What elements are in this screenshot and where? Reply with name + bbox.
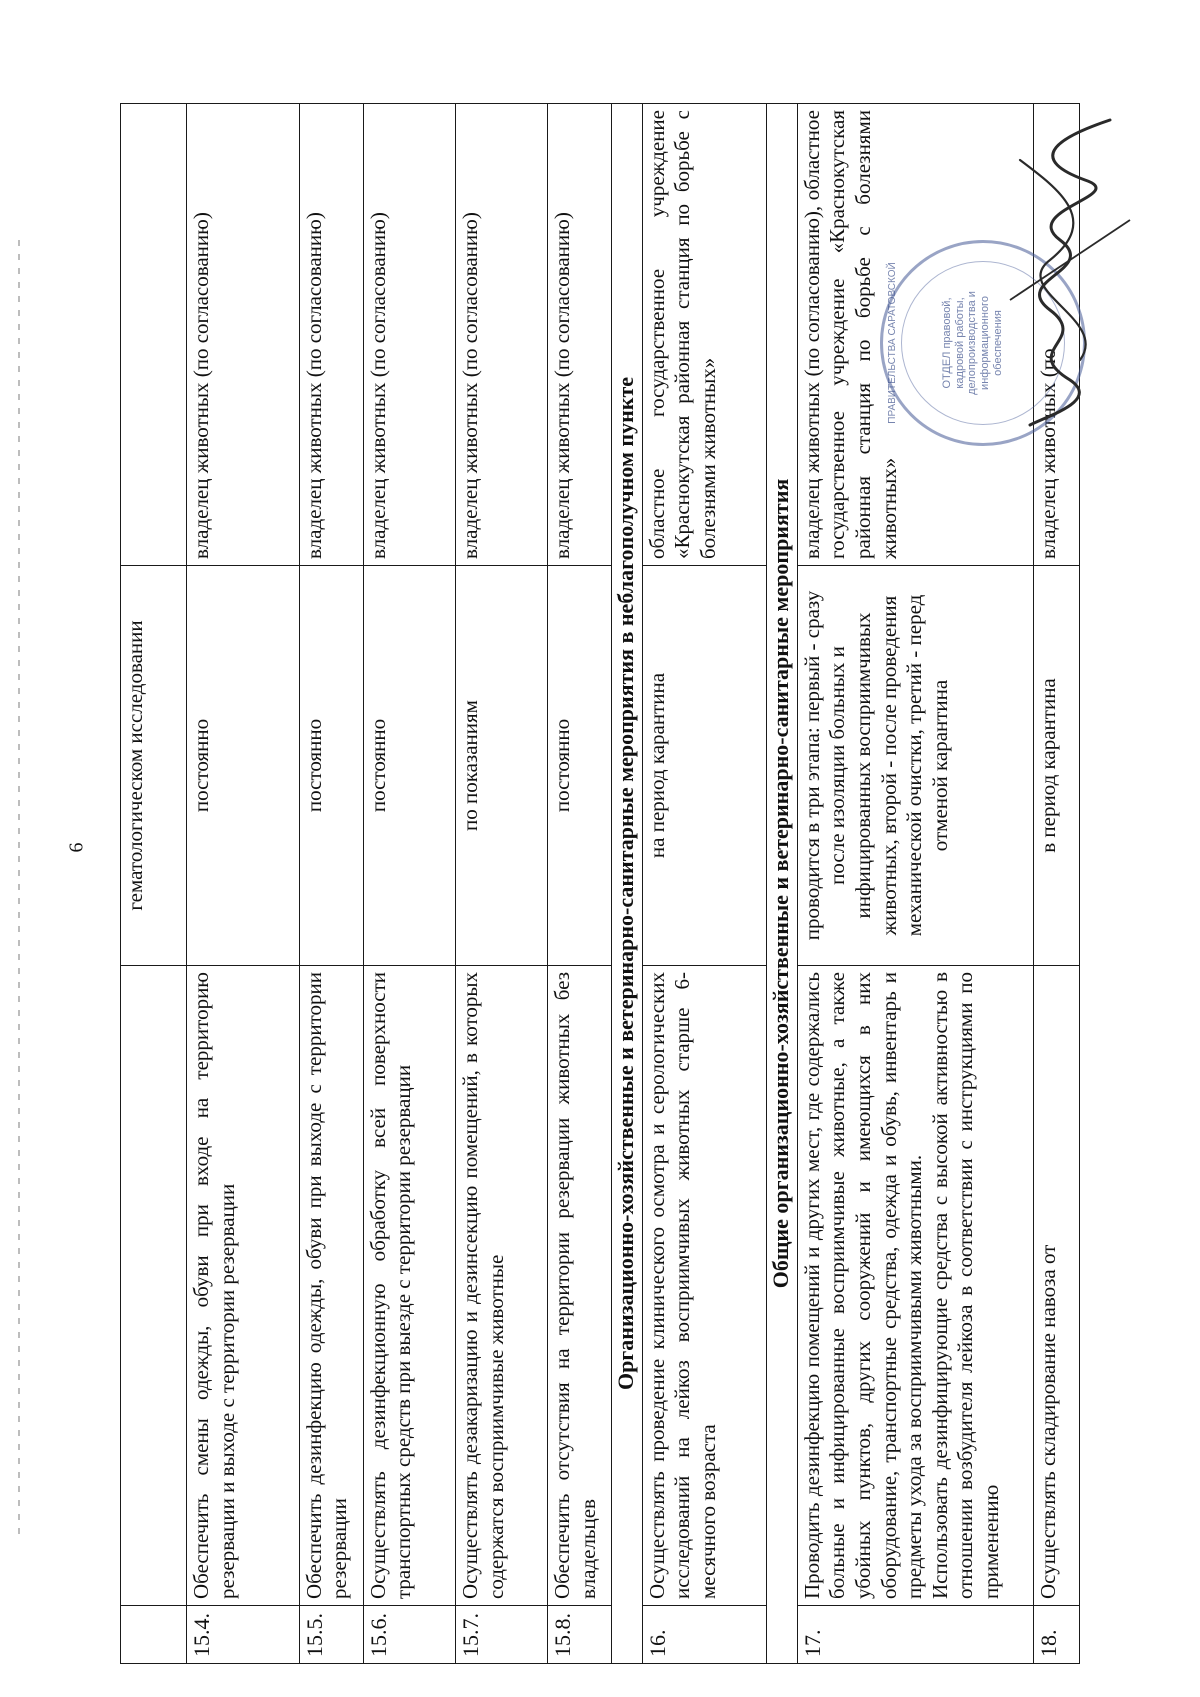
cell-term: на период карантина	[642, 566, 767, 966]
cell-term: по показаниям	[455, 566, 547, 966]
cell-term: в период карантина	[1034, 566, 1080, 966]
cell-measure: Обеспечить смены одежды, обуви при входе на территорию резервации и выходе с территории резервации	[186, 966, 299, 1606]
cell-num: 16.	[642, 1606, 767, 1664]
cell-num: 15.8.	[548, 1606, 612, 1664]
cell-measure: Осуществлять проведение клинического осмотра и серологических исследований на лейкоз восприимчивых животных старше 6-месячного возраста	[642, 966, 767, 1606]
cell-measure: Обеспечить дезинфекцию одежды, обуви при выходе с территории резервации	[299, 966, 363, 1606]
handwritten-signature	[990, 100, 1140, 430]
cell-measure: Осуществлять дезинфекционную обработку всей поверхности транспортных средств при выезде с территории резервации	[363, 966, 455, 1606]
cell-num: 15.4.	[186, 1606, 299, 1664]
cell-responsible	[121, 104, 187, 566]
cell-num	[121, 1606, 187, 1664]
measure-paragraph: Проводить дезинфекцию помещений и других мест, где содержались больные и инфицированные восприимчивые животные, а также убойных пунктов, других сооружений и имеющихся в них оборудование, транспортные средства, одежда и обувь, инвентарь и предметы ухода за восприимчивыми животными.	[799, 972, 927, 1599]
cell-num: 17.	[797, 1606, 1034, 1664]
measure-paragraph: Использовать дезинфицирующие средства с высокой активностью в отношении возбудителя лейкоза в соответствии с инструкциями по применению	[927, 972, 1003, 1599]
cell-responsible: владелец животных (по согласованию)	[363, 104, 455, 566]
cell-term: гематологическом исследовании	[121, 566, 187, 966]
table-row	[642, 104, 767, 1664]
table-row	[186, 104, 299, 1664]
section-heading: Организационно-хозяйственные и ветеринарно-санитарные мероприятия в неблагополучном пункте	[612, 104, 642, 1664]
cell-responsible: владелец животных (по согласованию)	[186, 104, 299, 566]
cell-term: постоянно	[548, 566, 612, 966]
cell-responsible: владелец животных (по согласованию)	[548, 104, 612, 566]
table-row-continuation	[121, 104, 187, 1664]
section-row	[612, 104, 642, 1664]
cell-measure: Обеспечить отсутствия на территории резервации животных без владельцев	[548, 966, 612, 1606]
cell-term: постоянно	[186, 566, 299, 966]
cell-measure: Осуществлять дезакаризацию и дезинсекцию помещений, в которых содержатся восприимчивые животные	[455, 966, 547, 1606]
cell-num: 18.	[1034, 1606, 1080, 1664]
cell-measure: Осуществлять складирование навоза от	[1034, 966, 1080, 1606]
stamp-text: ОТДЕЛ правовой, кадровой работы, делопроизводства и информационного обеспечения	[941, 291, 1004, 395]
cell-measure	[121, 966, 187, 1606]
cell-num: 15.6.	[363, 1606, 455, 1664]
cell-measure	[797, 966, 1034, 1606]
cell-num: 15.7.	[455, 1606, 547, 1664]
section-heading: Общие организационно-хозяйственные и ветеринарно-санитарные мероприятия	[767, 104, 797, 1664]
cell-term: проводится в три этапа: первый - сразу после изоляции больных и инфицированных восприимчивых животных, второй - после проведения механической очистки, третий - перед отменой карантина	[797, 566, 1034, 966]
table-row	[363, 104, 455, 1664]
cell-responsible: владелец животных (по согласованию), областное государственное учреждение «Краснокутская районная станция по борьбе с болезнями животных»	[797, 104, 1034, 566]
cell-responsible: областное государственное учреждение «Краснокутская районная станция по борьбе с болезнями животных»	[642, 104, 767, 566]
stamp-organization: ПРАВИТЕЛЬСТВА САРАТОВСКОЙ	[887, 262, 898, 424]
cell-responsible: владелец животных (по	[1034, 104, 1080, 566]
cell-responsible: владелец животных (по согласованию)	[299, 104, 363, 566]
scan-edge-marks	[18, 240, 20, 1540]
table-row	[455, 104, 547, 1664]
cell-responsible: владелец животных (по согласованию)	[455, 104, 547, 566]
cell-num: 15.5.	[299, 1606, 363, 1664]
cell-term: постоянно	[363, 566, 455, 966]
page-number: 6	[65, 842, 88, 853]
cell-term: постоянно	[299, 566, 363, 966]
section-row	[767, 104, 797, 1664]
table-row	[299, 104, 363, 1664]
table-row	[548, 104, 612, 1664]
